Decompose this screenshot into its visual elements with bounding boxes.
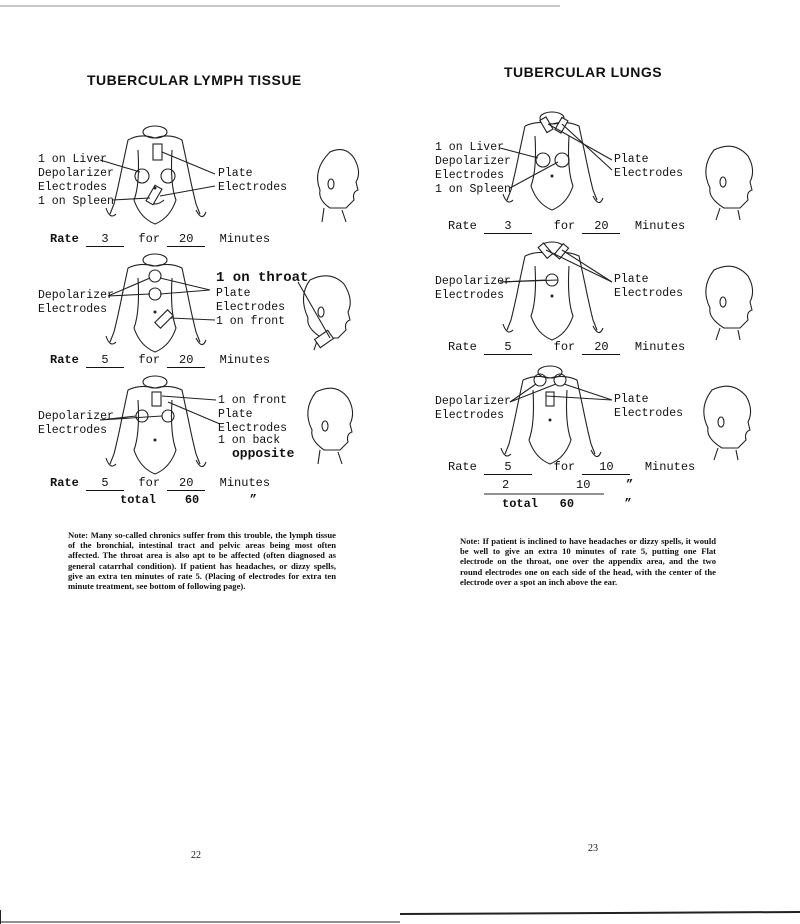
label-opposite: opposite	[232, 446, 295, 461]
rate-line-right-1	[448, 219, 685, 234]
extra-rate-value: 2	[502, 478, 510, 492]
rate-line-right-3	[448, 460, 695, 475]
rate-line-right-2	[448, 340, 685, 355]
right-page-number: 23	[588, 843, 598, 854]
minutes-label: Minutes	[644, 460, 696, 474]
label-electrodes: Electrodes	[435, 169, 505, 182]
left-page-number: 22	[191, 850, 201, 861]
label-plate-electrodes: Electrodes	[614, 407, 684, 420]
label-electrodes: Electrodes	[38, 181, 108, 194]
total-line-right	[502, 497, 632, 511]
rate-label: Rate	[50, 232, 79, 246]
label-on-spleen: 1 on Spleen	[38, 195, 114, 208]
left-page-title: TUBERCULAR LYMPH TISSUE	[87, 72, 302, 88]
rate-value: 3	[484, 220, 532, 234]
torso-figure-right-2	[503, 242, 603, 340]
torso-figure-left-3	[106, 376, 206, 474]
head-profile-right-1	[706, 146, 753, 220]
minutes-value: 20	[167, 233, 205, 247]
total-value: 60	[559, 497, 575, 511]
extra-minutes-value: 10	[576, 478, 591, 492]
label-plate: Plate	[614, 153, 649, 166]
label-depolarizer: Depolarizer	[38, 167, 114, 180]
right-page-title: TUBERCULAR LUNGS	[504, 64, 663, 80]
label-on-throat: 1 on throat	[216, 270, 309, 286]
rate-label: Rate	[50, 353, 79, 367]
rate-value: 5	[484, 461, 532, 475]
rate-label: Rate	[50, 476, 79, 490]
rate-label: Rate	[448, 219, 477, 233]
minutes-value: 20	[582, 220, 620, 234]
label-electrodes: Electrodes	[435, 289, 505, 302]
minutes-value: 20	[582, 341, 620, 355]
label-plate: Plate	[218, 167, 253, 180]
rate-line-left-2	[50, 353, 270, 368]
for-label: for	[553, 219, 576, 233]
rate-label: Rate	[448, 340, 477, 354]
minutes-value: 10	[582, 461, 630, 475]
label-on-liver: 1 on Liver	[435, 141, 505, 154]
label-electrodes: Electrodes	[38, 424, 108, 437]
rate-label: Rate	[448, 460, 477, 474]
label-plate-electrodes: Electrodes	[218, 181, 288, 194]
label-on-back: 1 on back	[218, 434, 281, 447]
label-plate-electrodes: Electrodes	[614, 167, 684, 180]
label-on-spleen: 1 on Spleen	[435, 183, 511, 196]
label-on-front: 1 on front	[216, 315, 286, 328]
torso-figure-left-1	[106, 126, 206, 224]
head-profile-right-3	[704, 386, 751, 460]
ditto-mark: ”	[626, 478, 634, 492]
rate-value: 5	[86, 354, 124, 368]
label-electrodes: Electrodes	[38, 303, 108, 316]
minutes-label: Minutes	[634, 219, 686, 233]
for-label: for	[553, 460, 576, 474]
right-page-note: Note: If patient is inclined to have headaches or dizzy spells, it would be well to give an extra 10 minutes of rate 5, putting one Flat electrode on the throat, one over the appendix area, and the two round electrodes one on each side of the head, with the center of the electrode over a spot an inch above the ear.	[460, 536, 716, 587]
label-on-front: 1 on front	[218, 394, 288, 407]
head-profile-left-2	[298, 276, 350, 350]
label-depolarizer: Depolarizer	[38, 410, 114, 423]
for-label: for	[138, 476, 161, 490]
label-plate: Plate	[218, 408, 253, 421]
torso-figure-right-3	[501, 366, 601, 464]
total-value: 60	[184, 493, 200, 507]
label-plate-electrodes: Electrodes	[216, 301, 286, 314]
label-depolarizer: Depolarizer	[435, 155, 511, 168]
minutes-value: 20	[167, 354, 205, 368]
total-label: total	[120, 493, 157, 507]
left-page-note: Note: Many so-called chronics suffer from this trouble, the lymph tissue of the bronchial, intestinal tract and pelvic areas being most often affected. The throat area is also apt to be affected (often diagnosed as general catarrhal condition). If patient has headaches, or dizzy spells, give an extra ten minutes of rate 5. (Placing of electrodes for extra ten minute treatment, see bottom of following page).	[68, 530, 336, 592]
label-plate: Plate	[614, 393, 649, 406]
head-profile-left-3	[308, 388, 353, 464]
total-label: total	[502, 497, 539, 511]
for-label: for	[138, 232, 161, 246]
rate-value: 3	[86, 233, 124, 247]
label-electrodes: Electrodes	[435, 409, 505, 422]
label-plate-electrodes: Electrodes	[218, 422, 288, 435]
head-profile-left-1	[318, 150, 359, 222]
rate-value: 5	[484, 341, 532, 355]
rate-line-left-1	[50, 232, 270, 247]
label-depolarizer: Depolarizer	[38, 289, 114, 302]
minutes-value: 20	[167, 477, 205, 491]
for-label: for	[553, 340, 576, 354]
torso-figure-left-2	[106, 254, 206, 352]
label-on-liver: 1 on Liver	[38, 153, 108, 166]
for-label: for	[138, 353, 161, 367]
minutes-label: Minutes	[634, 340, 686, 354]
total-line-left	[120, 493, 257, 507]
label-depolarizer: Depolarizer	[435, 275, 511, 288]
label-depolarizer: Depolarizer	[435, 395, 511, 408]
minutes-label: Minutes	[219, 353, 271, 367]
label-plate: Plate	[216, 287, 251, 300]
minutes-label: Minutes	[219, 476, 271, 490]
ditto-mark: ”	[249, 493, 257, 507]
rate-line-left-3	[50, 476, 270, 491]
label-plate: Plate	[614, 273, 649, 286]
rate-value: 5	[86, 477, 124, 491]
minutes-label: Minutes	[219, 232, 271, 246]
ditto-mark: ”	[624, 497, 632, 511]
head-profile-right-2	[706, 266, 753, 340]
label-plate-electrodes: Electrodes	[614, 287, 684, 300]
